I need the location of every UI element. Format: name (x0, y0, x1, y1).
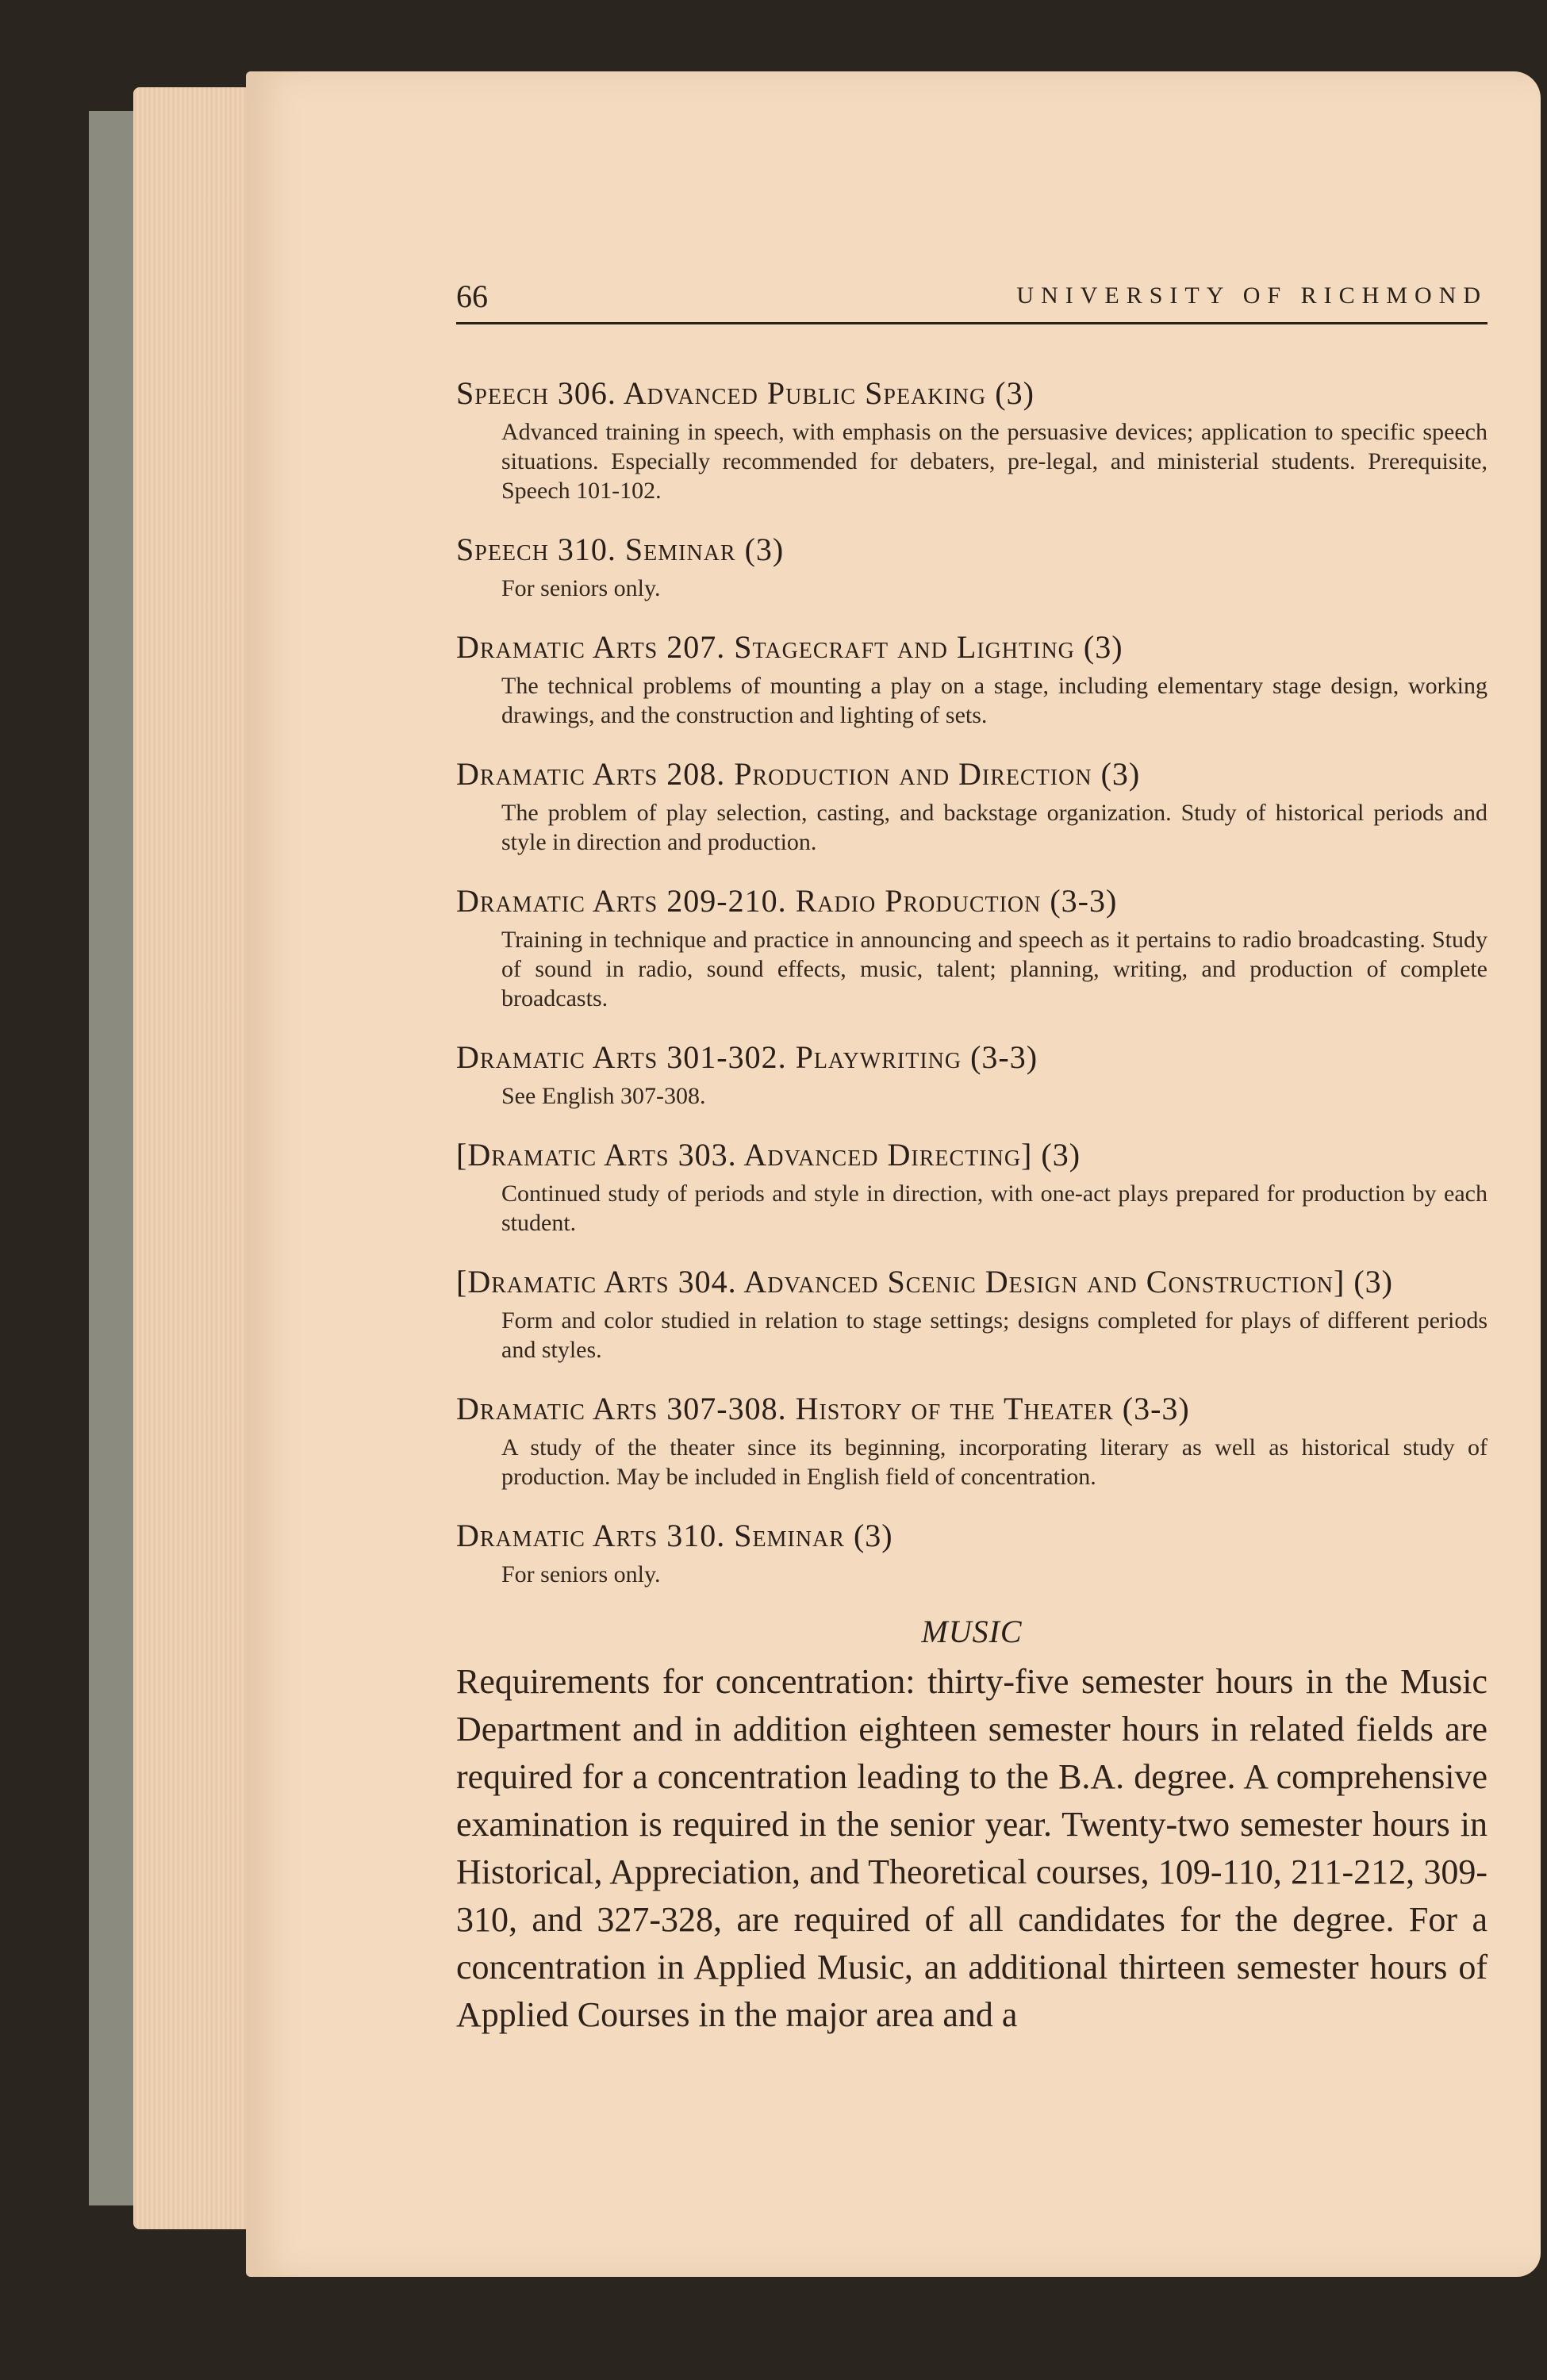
course-description: See English 307-308. (501, 1083, 706, 1109)
course-description: A study of the theater since its beginning, incorporating literary as well as historical study of production. May be included in English field of concentration. (501, 1434, 1488, 1490)
course-title: Dramatic Arts 301-302. Playwriting (3-3) (456, 1039, 1038, 1075)
music-requirements-paragraph: Requirements for concentration: thirty-five semester hours in the Music Department and in addition eighteen semester hours in related fields are required for a concentration leading to the B.A. degree. A comprehensive examination is required in the senior year. Twenty-two semester hours in Historical, Appreciation, and Theoretical courses, 109-110, 211-212, 309-310, and 327-328, are required of all candidates for the degree. For a concentration in Applied Music, an additional thirteen semester hours of Applied Courses in the major area and a (456, 1662, 1488, 2034)
course-entry-dramatic-arts-307-308 (456, 1388, 1488, 1491)
course-description: For seniors only. (501, 1561, 661, 1587)
course-entry-dramatic-arts-301-302 (456, 1037, 1488, 1111)
course-title: Dramatic Arts 208. Production and Direction (3) (456, 756, 1141, 792)
course-description: Training in technique and practice in announcing and speech as it pertains to radio broadcasting. Study of sound in radio, sound effects, music, talent; planning, writing, and production of complete broadcasts. (501, 927, 1488, 1012)
course-description: Form and color studied in relation to stage settings; designs completed for plays of different periods and styles. (501, 1307, 1488, 1363)
course-description: Advanced training in speech, with emphasis on the persuasive devices; application to specific speech situations. Especially recommended for debaters, pre-legal, and ministerial students. Prerequisite, Speech 101-102. (501, 419, 1488, 504)
course-description: The technical problems of mounting a play on a stage, including elementary stage design, working drawings, and the construction and lighting of sets. (501, 673, 1488, 728)
course-title: Dramatic Arts 207. Stagecraft and Lighting (3) (456, 629, 1123, 665)
course-entry-dramatic-arts-208 (456, 754, 1488, 857)
running-head (456, 278, 1488, 325)
course-title: Speech 310. Seminar (3) (456, 532, 785, 567)
course-entry-speech-306 (456, 373, 1488, 505)
course-title: Speech 306. Advanced Public Speaking (3) (456, 375, 1035, 411)
course-entry-dramatic-arts-304 (456, 1261, 1488, 1365)
running-title: UNIVERSITY OF RICHMOND (1016, 282, 1488, 309)
course-title: Dramatic Arts 310. Seminar (3) (456, 1518, 893, 1553)
course-title: Dramatic Arts 209-210. Radio Production (3-3) (456, 883, 1118, 919)
book-cover-edge (89, 111, 136, 2205)
page-number: 66 (456, 278, 488, 314)
course-entry-dramatic-arts-207 (456, 627, 1488, 730)
course-entry-speech-310 (456, 529, 1488, 603)
course-entry-dramatic-arts-303 (456, 1134, 1488, 1238)
page-stack-edges (133, 87, 260, 2229)
course-entry-dramatic-arts-209-210 (456, 881, 1488, 1013)
course-title: Dramatic Arts 307-308. History of the Theater (3-3) (456, 1391, 1190, 1426)
course-description: The problem of play selection, casting, and backstage organization. Study of historical periods and style in direction and production. (501, 800, 1488, 855)
course-description: Continued study of periods and style in direction, with one-act plays prepared for production by each student. (501, 1180, 1488, 1236)
section-heading-music: MUSIC (921, 1614, 1023, 1649)
course-title: [Dramatic Arts 304. Advanced Scenic Design and Construction] (3) (456, 1264, 1393, 1299)
page-content (456, 373, 1488, 2039)
course-title: [Dramatic Arts 303. Advanced Directing] (3) (456, 1137, 1081, 1173)
course-description: For seniors only. (501, 575, 661, 601)
course-entry-dramatic-arts-310 (456, 1515, 1488, 1589)
header-rule (456, 322, 1488, 324)
